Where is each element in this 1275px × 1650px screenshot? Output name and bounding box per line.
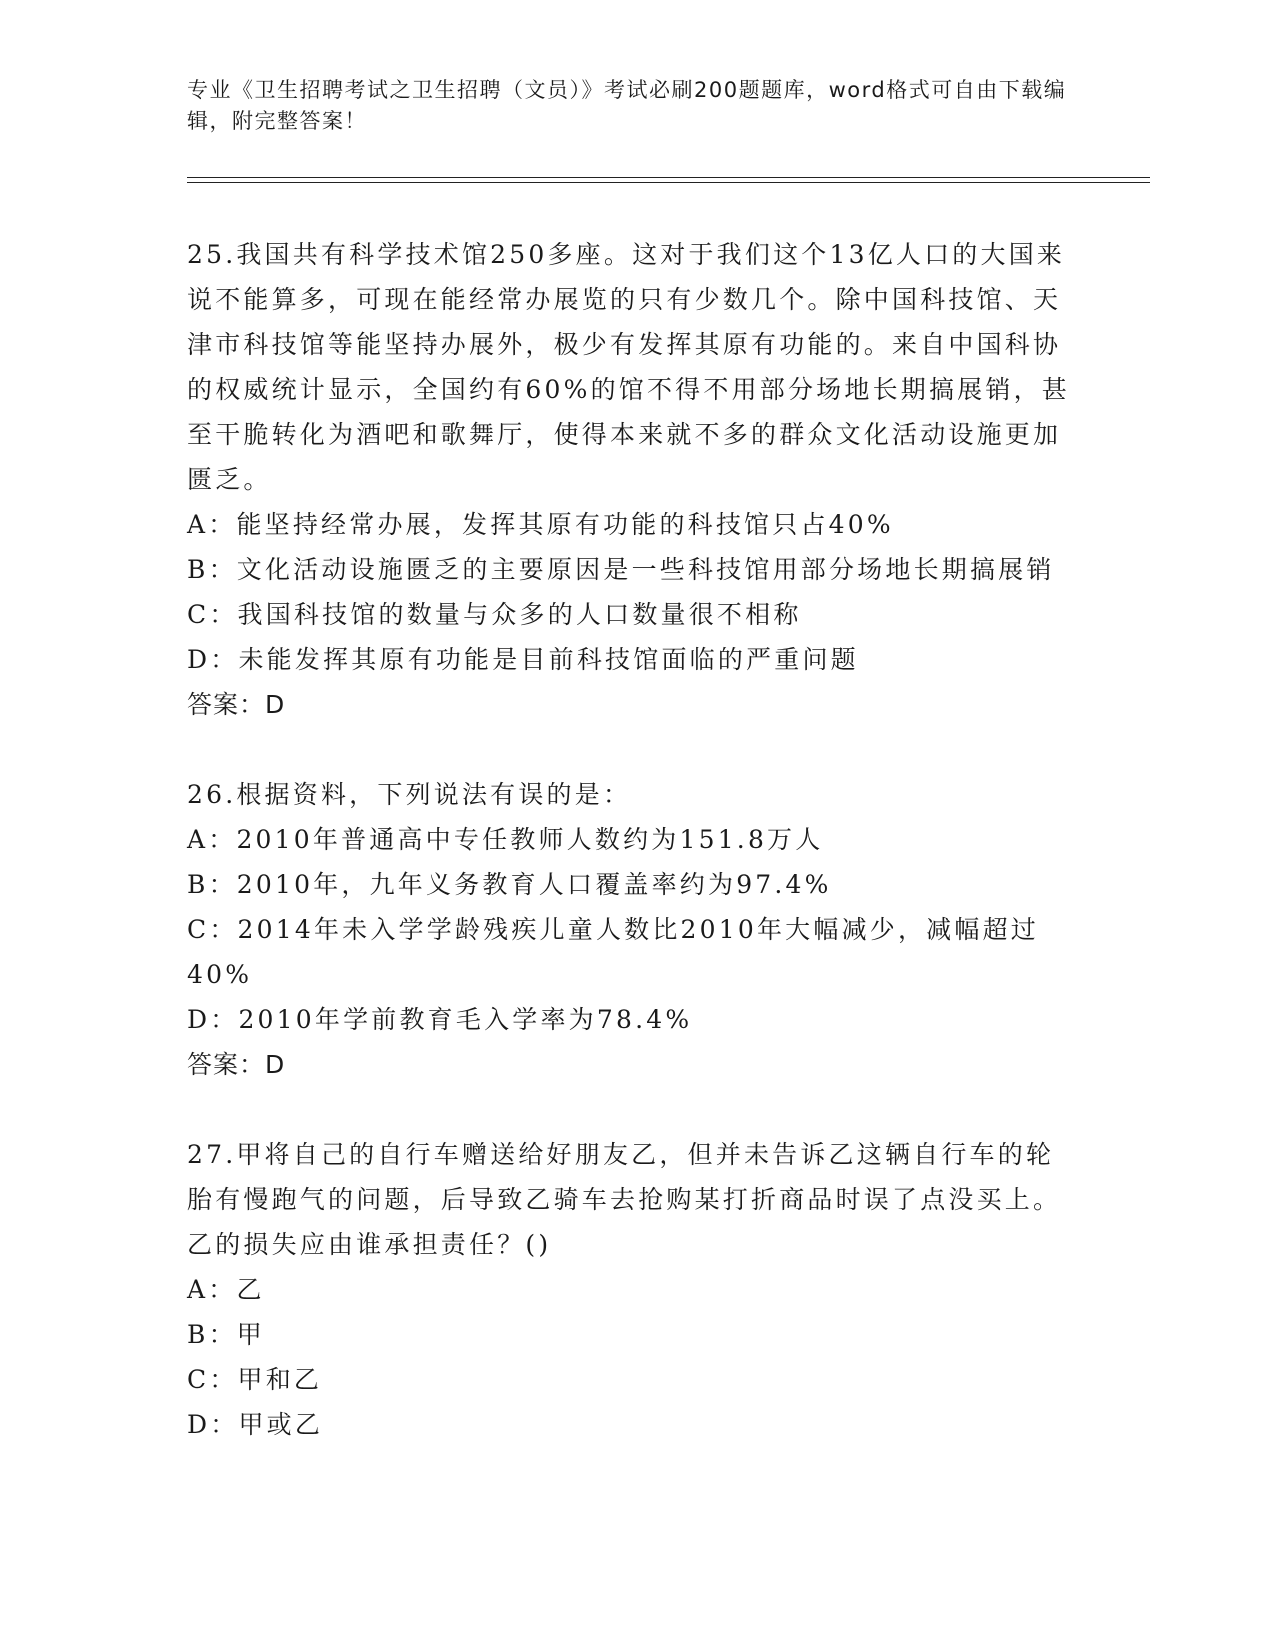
option-b: B：2010年，九年义务教育人口覆盖率约为97.4% bbox=[187, 870, 832, 899]
question-block-25 bbox=[187, 232, 1077, 727]
question-list bbox=[187, 232, 1077, 1492]
option-a: A：2010年普通高中专任教师人数约为151.8万人 bbox=[187, 825, 824, 854]
answer-line: 答案：D bbox=[187, 1050, 286, 1079]
answer-line: 答案：D bbox=[187, 690, 286, 719]
option-a: A：能坚持经常办展，发挥其原有功能的科技馆只占40% bbox=[187, 510, 894, 539]
option-c: C：2014年未入学学龄残疾儿童人数比2010年大幅减少，减幅超过40% bbox=[187, 915, 1039, 989]
option-b: B：文化活动设施匮乏的主要原因是一些科技馆用部分场地长期搞展销 bbox=[187, 555, 1055, 584]
header-divider-bottom bbox=[187, 182, 1150, 183]
option-c: C：甲和乙 bbox=[187, 1365, 323, 1394]
document-header: 专业《卫生招聘考试之卫生招聘（文员）》考试必刷200题题库，word格式可自由下载编辑，附完整答案！ bbox=[187, 78, 1067, 133]
question-stem: 27.甲将自己的自行车赠送给好朋友乙，但并未告诉乙这辆自行车的轮胎有慢跑气的问题，后导致乙骑车去抢购某打折商品时误了点没买上。乙的损失应由谁承担责任？() bbox=[187, 1140, 1062, 1259]
question-block-26 bbox=[187, 772, 1077, 1087]
option-d: D：2010年学前教育毛入学率为78.4% bbox=[187, 1005, 693, 1034]
option-d: D：未能发挥其原有功能是目前科技馆面临的严重问题 bbox=[187, 645, 859, 674]
option-b: B：甲 bbox=[187, 1320, 265, 1349]
header-divider-top bbox=[187, 177, 1150, 178]
option-d: D：甲或乙 bbox=[187, 1410, 324, 1439]
option-c: C：我国科技馆的数量与众多的人口数量很不相称 bbox=[187, 600, 802, 629]
question-block-27 bbox=[187, 1132, 1077, 1447]
question-stem: 26.根据资料，下列说法有误的是： bbox=[187, 780, 632, 809]
question-stem: 25.我国共有科学技术馆250多座。这对于我们这个13亿人口的大国来说不能算多，可现在能经常办展览的只有少数几个。除中国科技馆、天津市科技馆等能坚持办展外，极少有发挥其原有功能的。来自中国科协的权威统计显示，全国约有60%的馆不得不用部分场地长期搞展销，甚至干脆转化为酒吧和歌舞厅，使得本来就不多的群众文化活动设施更加匮乏。 bbox=[187, 240, 1070, 494]
option-a: A：乙 bbox=[187, 1275, 265, 1304]
